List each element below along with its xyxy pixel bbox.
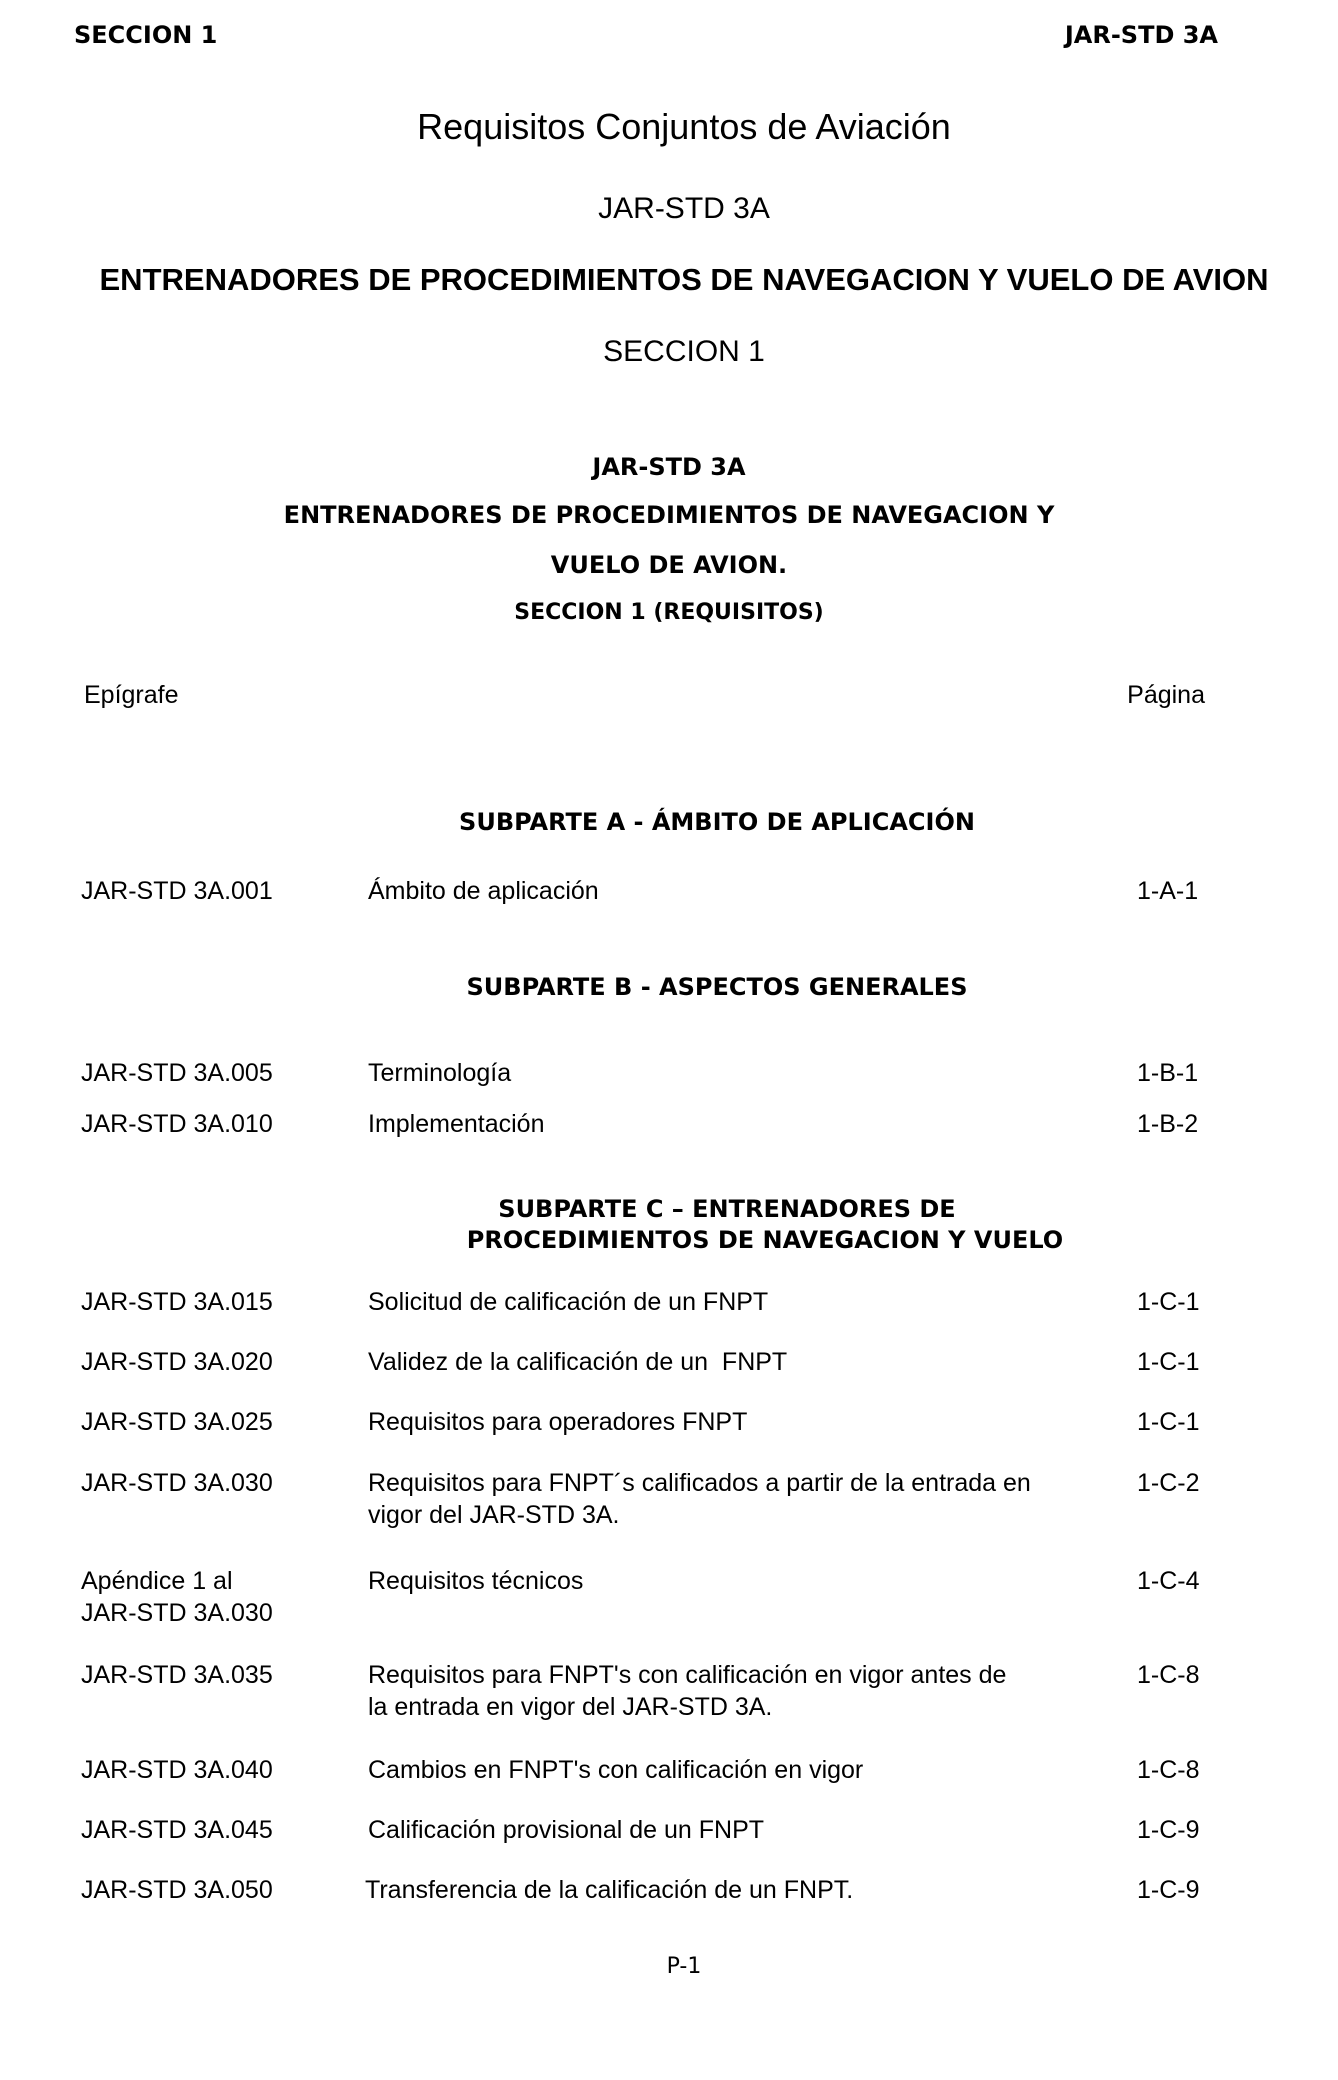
toc-entry-title [365,1874,853,1906]
toc-entry-code-line: JAR-STD 3A.001 [81,877,273,905]
contents-heading-code: JAR-STD 3A [592,453,746,481]
document-title: Requisitos Conjuntos de Aviación [417,106,951,147]
toc-entry-title [368,1467,1031,1531]
toc-entry-code [81,1346,273,1378]
toc-entry-title [368,875,599,907]
running-header-doc-code: JAR-STD 3A [1064,21,1218,49]
toc-entry-page: 1-C-8 [1137,1756,1200,1784]
contents-heading-section: SECCION 1 (REQUISITOS) [514,600,824,625]
column-header-pagina: Página [1127,681,1205,709]
toc-entry-title-line: Cambios en FNPT's con calificación en vigor [368,1756,864,1784]
toc-entry-title-line: Calificación provisional de un FNPT [368,1816,765,1844]
toc-entry-page: 1-C-8 [1137,1661,1200,1689]
toc-entry-code-line: JAR-STD 3A.030 [81,1599,273,1627]
toc-entry-code-line: JAR-STD 3A.045 [81,1816,273,1844]
toc-entry-title-line: Requisitos para FNPT's con calificación en vigor antes de [368,1661,1007,1689]
toc-entry-code [81,1814,273,1846]
toc-entry-title-line: Transferencia de la calificación de un FNPT. [365,1876,854,1904]
toc-entry-page: 1-C-1 [1137,1408,1200,1436]
toc-entry-code [81,875,273,907]
toc-entry-code-line: JAR-STD 3A.015 [81,1288,273,1316]
subpart-heading: SUBPARTE C – ENTRENADORES DE [498,1195,956,1223]
toc-entry-page: 1-C-9 [1137,1876,1200,1904]
toc-entry-code [81,1754,273,1786]
document-subject: ENTRENADORES DE PROCEDIMIENTOS DE NAVEGACION Y VUELO DE AVION [99,262,1269,297]
toc-entry-title-line: Implementación [368,1110,545,1138]
toc-entry-page: 1-B-2 [1137,1110,1199,1138]
toc-entry-title [368,1754,863,1786]
page-number: P-1 [666,1954,702,1979]
running-header-section: SECCION 1 [74,21,218,49]
toc-entry-title-line: Validez de la calificación de un FNPT [368,1348,788,1376]
document-code: JAR-STD 3A [598,192,770,225]
toc-entry-code [81,1565,273,1629]
toc-entry-title-line: Ámbito de aplicación [368,877,599,905]
toc-entry-title-line: vigor del JAR-STD 3A. [368,1501,620,1529]
toc-entry-code [81,1108,273,1140]
toc-entry-page: 1-C-9 [1137,1816,1200,1844]
toc-entry-page: 1-C-4 [1137,1567,1200,1595]
toc-entry-page: 1-C-1 [1137,1348,1200,1376]
toc-entry-code-line: JAR-STD 3A.005 [81,1059,273,1087]
toc-entry-code [81,1874,273,1906]
subpart-heading: SUBPARTE A - ÁMBITO DE APLICACIÓN [459,808,975,836]
toc-entry-code-line: JAR-STD 3A.030 [81,1469,273,1497]
toc-entry-code-line: JAR-STD 3A.035 [81,1661,273,1689]
document-section: SECCION 1 [603,335,765,368]
toc-entry-code [81,1286,273,1318]
toc-entry-title-line: Terminología [368,1059,512,1087]
toc-entry-code [81,1406,273,1438]
toc-entry-title [368,1659,1006,1723]
toc-entry-title-line: Requisitos para FNPT´s calificados a partir de la entrada en [368,1469,1031,1497]
toc-entry-code-line: Apéndice 1 al [81,1567,233,1595]
toc-entry-title-line: Requisitos para operadores FNPT [368,1408,748,1436]
toc-entry-code-line: JAR-STD 3A.020 [81,1348,273,1376]
subpart-heading: PROCEDIMIENTOS DE NAVEGACION Y VUELO [466,1226,1064,1254]
subpart-heading: SUBPARTE B - ASPECTOS GENERALES [466,973,968,1001]
toc-entry-code-line: JAR-STD 3A.050 [81,1876,273,1904]
toc-entry-title [368,1108,544,1140]
toc-entry-code [81,1467,273,1499]
toc-entry-title [368,1814,764,1846]
toc-entry-title [368,1346,787,1378]
toc-entry-code-line: JAR-STD 3A.010 [81,1110,273,1138]
toc-entry-code-line: JAR-STD 3A.025 [81,1408,273,1436]
toc-entry-code [81,1659,273,1691]
contents-heading-subject-line: VUELO DE AVION. [550,551,788,579]
toc-entry-title [368,1286,768,1318]
toc-entry-page: 1-A-1 [1137,877,1199,905]
toc-entry-title-line: la entrada en vigor del JAR-STD 3A. [368,1693,773,1721]
toc-entry-title [368,1057,511,1089]
toc-entry-page: 1-C-1 [1137,1288,1200,1316]
toc-entry-title-line: Solicitud de calificación de un FNPT [368,1288,769,1316]
toc-entry-title [368,1406,747,1438]
toc-entry-page: 1-C-2 [1137,1469,1200,1497]
toc-entry-page: 1-B-1 [1137,1059,1199,1087]
toc-entry-title [368,1565,583,1597]
toc-entry-code-line: JAR-STD 3A.040 [81,1756,273,1784]
column-header-epigrafe: Epígrafe [84,681,179,709]
toc-entry-code [81,1057,273,1089]
toc-entry-title-line: Requisitos técnicos [368,1567,584,1595]
contents-heading-subject-line: ENTRENADORES DE PROCEDIMIENTOS DE NAVEGACION Y [283,501,1055,529]
